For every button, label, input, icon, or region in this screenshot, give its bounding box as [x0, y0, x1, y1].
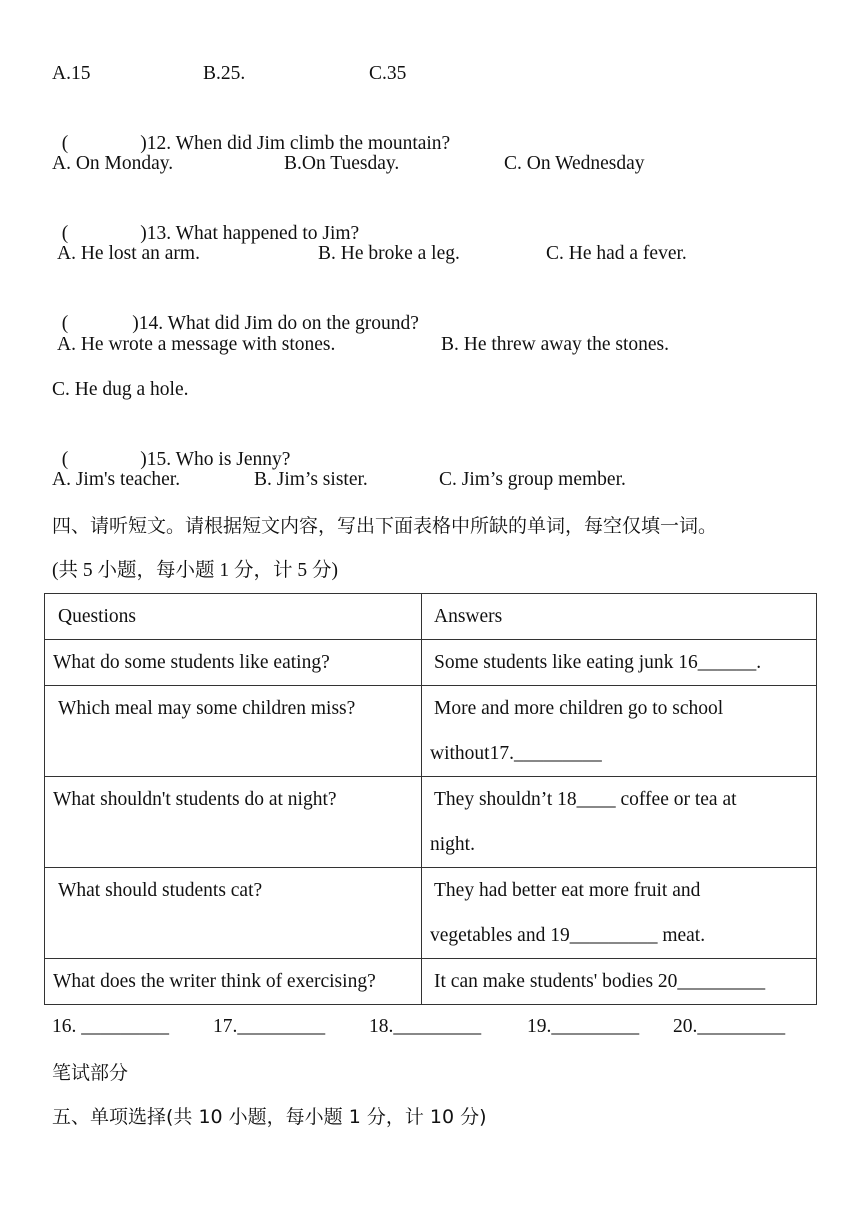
q15-option-a: A. Jim's teacher. [52, 469, 181, 490]
answer-blank-20[interactable]: 20._________ [673, 1016, 786, 1037]
table-cell-question: What do some students like eating? [45, 640, 422, 686]
section-4-heading: 四、请听短文。请根据短文内容，写出下面表格中所缺的单词，每空仅填一词。 [52, 515, 718, 537]
answer-line-1: They had better eat more fruit and [434, 880, 701, 901]
answer-line-1: It can make students' bodies 20_________ [434, 971, 766, 992]
table-cell-answer[interactable] [422, 959, 817, 1005]
question-text: )13. What happened to Jim? [140, 223, 360, 244]
q11-option-a: A.15 [52, 63, 91, 84]
answer-paren-open: ( [61, 313, 69, 334]
table-header-answers: Answers [422, 594, 817, 640]
table-row [45, 686, 817, 777]
q11-option-c: C.35 [369, 63, 407, 84]
question-text: )12. When did Jim climb the mountain? [140, 133, 451, 154]
table-row [45, 959, 817, 1005]
answer-blank-18[interactable]: 18._________ [369, 1016, 482, 1037]
q12-option-b: B.On Tuesday. [284, 153, 400, 174]
question-12 [52, 108, 450, 156]
section-5-heading: 五、单项选择(共 10 小题，每小题 1 分，计 10 分) [52, 1106, 487, 1128]
answer-line-2: vegetables and 19_________ meat. [430, 925, 706, 946]
question-14 [52, 288, 419, 336]
table-cell-question: Which meal may some children miss? [45, 686, 422, 777]
table-cell-answer[interactable] [422, 640, 817, 686]
table-cell-answer[interactable] [422, 868, 817, 959]
answer-blank-19[interactable]: 19._________ [527, 1016, 640, 1037]
q13-option-c: C. He had a fever. [546, 243, 687, 264]
q14-option-c: C. He dug a hole. [52, 379, 189, 400]
question-15 [52, 424, 290, 472]
q14-option-a: A. He wrote a message with stones. [57, 334, 336, 355]
answer-line-2: night. [430, 834, 475, 855]
table-row [45, 640, 817, 686]
table-row [45, 777, 817, 868]
table-cell-question: What does the writer think of exercising? [45, 959, 422, 1005]
question-text: )14. What did Jim do on the ground? [132, 313, 419, 334]
answer-line-1: They shouldn’t 18____ coffee or tea at [434, 789, 737, 810]
q13-option-a: A. He lost an arm. [57, 243, 200, 264]
answer-blank-17[interactable]: 17._________ [213, 1016, 326, 1037]
q13-option-b: B. He broke a leg. [318, 243, 460, 264]
answer-line-1: Some students like eating junk 16______. [434, 652, 762, 673]
q15-option-b: B. Jim’s sister. [254, 469, 368, 490]
listening-table [44, 593, 817, 1005]
answer-line-2: without17._________ [430, 743, 602, 764]
table-cell-question: What shouldn't students do at night? [45, 777, 422, 868]
q12-option-c: C. On Wednesday [504, 153, 645, 174]
section-4-subheading: (共 5 小题，每小题 1 分，计 5 分) [52, 560, 338, 581]
q11-option-b: B.25. [203, 63, 246, 84]
table-header-row [45, 594, 817, 640]
q15-option-c: C. Jim’s group member. [439, 469, 626, 490]
answer-paren-open: ( [61, 133, 69, 154]
question-text: )15. Who is Jenny? [140, 449, 291, 470]
answer-line-1: More and more children go to school [434, 698, 724, 719]
question-13 [52, 198, 359, 246]
answer-paren-open: ( [61, 449, 69, 470]
q12-option-a: A. On Monday. [52, 153, 174, 174]
q14-option-b: B. He threw away the stones. [441, 334, 669, 355]
answer-blank-16[interactable]: 16. _________ [52, 1016, 169, 1037]
table-cell-question: What should students cat? [45, 868, 422, 959]
written-part-heading: 笔试部分 [52, 1062, 129, 1084]
answer-paren-open: ( [61, 223, 69, 244]
table-row [45, 868, 817, 959]
table-header-questions: Questions [45, 594, 422, 640]
table-cell-answer[interactable] [422, 777, 817, 868]
table-cell-answer[interactable] [422, 686, 817, 777]
